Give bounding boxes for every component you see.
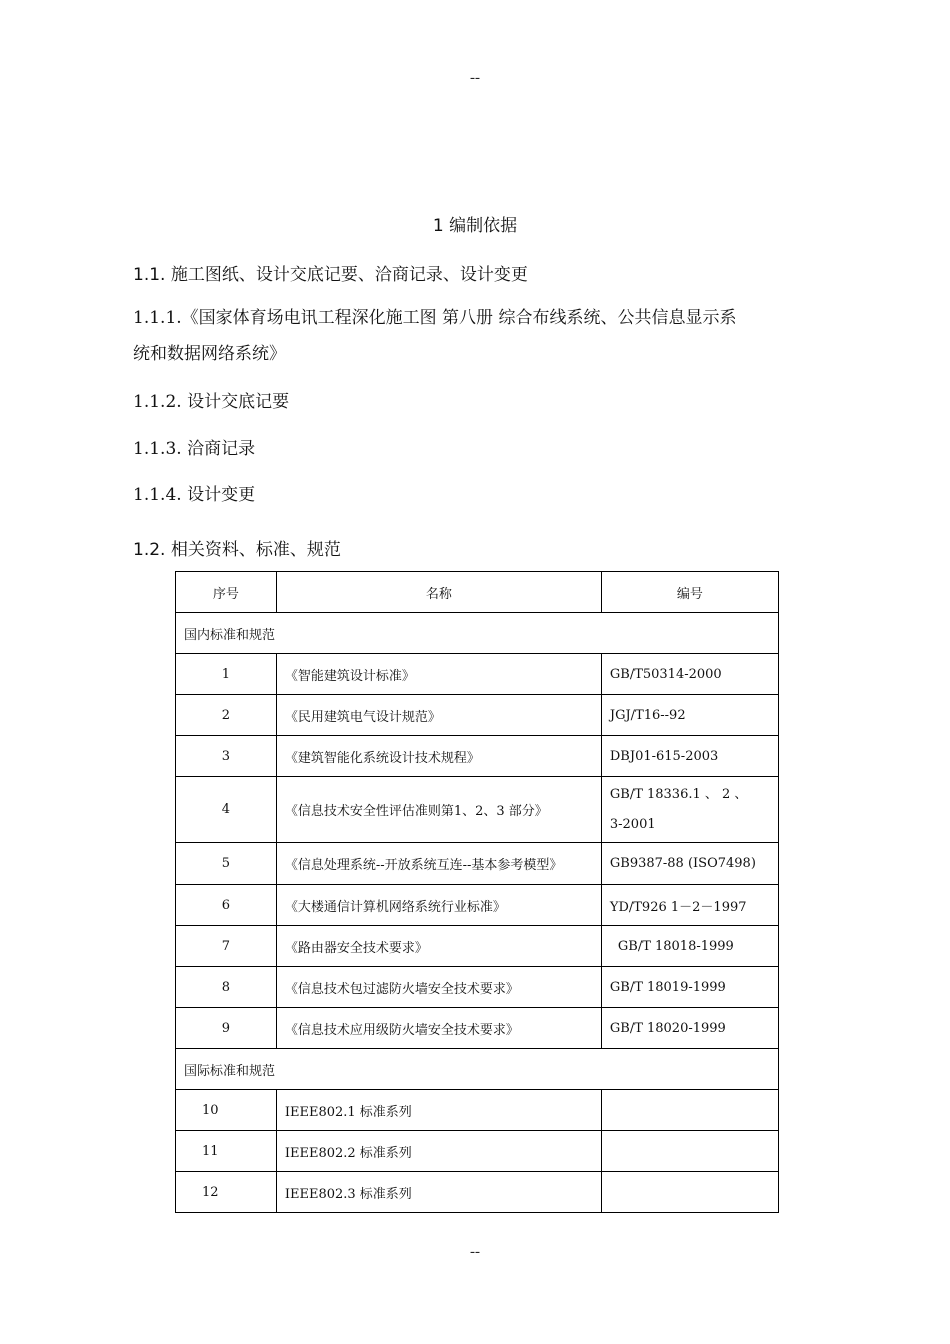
row-name: 《路由器安全技术要求》 (276, 926, 601, 967)
row-name: IEEE802.2 标准系列 (276, 1131, 601, 1172)
row-code (601, 1090, 778, 1131)
table-row (176, 1090, 779, 1131)
domestic-section-row (176, 613, 779, 654)
row-name: 《信息技术安全性评估准则第1、2、3 部分》 (276, 777, 601, 843)
row-code (601, 777, 778, 843)
row-no: 6 (176, 885, 277, 926)
item-1-1-2: 1.1.2. 设计交底记要 (133, 392, 290, 412)
page-header: -- (470, 70, 480, 86)
row-no: 7 (176, 926, 277, 967)
row-code-line2: 3-2001 (609, 816, 656, 832)
row-name: IEEE802.3 标准系列 (276, 1172, 601, 1213)
header-no: 序号 (176, 572, 277, 613)
table-row (176, 967, 779, 1008)
row-no: 10 (176, 1090, 277, 1131)
row-code: YD/T926 1－2－1997 (601, 885, 778, 926)
row-no: 11 (176, 1131, 277, 1172)
section-title: 1 编制依据 (432, 216, 518, 236)
row-no: 4 (176, 777, 277, 843)
row-code: GB/T 18020-1999 (601, 1008, 778, 1049)
row-name: 《信息技术包过滤防火墙安全技术要求》 (276, 967, 601, 1008)
row-code: GB/T 18018-1999 (601, 926, 778, 967)
row-name: 《建筑智能化系统设计技术规程》 (276, 736, 601, 777)
header-name: 名称 (276, 572, 601, 613)
table-row (176, 1172, 779, 1213)
heading-1-2: 1.2. 相关资料、标准、规范 (133, 540, 341, 560)
table-row (176, 654, 779, 695)
row-name: IEEE802.1 标准系列 (276, 1090, 601, 1131)
row-no: 12 (176, 1172, 277, 1213)
item-1-1-3: 1.1.3. 洽商记录 (133, 439, 256, 459)
row-code: GB/T50314-2000 (601, 654, 778, 695)
row-code (601, 1131, 778, 1172)
row-no: 5 (176, 843, 277, 885)
table-row (176, 843, 779, 885)
row-code-line1: GB/T 18336.1 、 2 、 (609, 786, 748, 802)
row-name: 《信息处理系统--开放系统互连--基本参考模型》 (276, 843, 601, 885)
table-row (176, 736, 779, 777)
row-name: 《民用建筑电气设计规范》 (276, 695, 601, 736)
row-no: 9 (176, 1008, 277, 1049)
row-code: GB/T 18019-1999 (601, 967, 778, 1008)
row-no: 3 (176, 736, 277, 777)
table-row (176, 777, 779, 843)
row-code: GB9387-88 (ISO7498) (601, 843, 778, 885)
row-name: 《大楼通信计算机网络系统行业标准》 (276, 885, 601, 926)
intl-section-row (176, 1049, 779, 1090)
row-code: DBJ01-615-2003 (601, 736, 778, 777)
item-1-1-1-cont: 统和数据网络系统》 (133, 344, 286, 364)
table-row (176, 926, 779, 967)
row-code (601, 1172, 778, 1213)
table-row (176, 1008, 779, 1049)
row-name: 《信息技术应用级防火墙安全技术要求》 (276, 1008, 601, 1049)
intl-label: 国际标准和规范 (176, 1049, 779, 1090)
header-code: 编号 (601, 572, 778, 613)
row-name: 《智能建筑设计标准》 (276, 654, 601, 695)
heading-1-1: 1.1. 施工图纸、设计交底记要、洽商记录、设计变更 (133, 265, 528, 285)
domestic-label: 国内标准和规范 (176, 613, 779, 654)
standards-table (175, 571, 779, 1213)
row-no: 1 (176, 654, 277, 695)
item-1-1-4: 1.1.4. 设计变更 (133, 485, 256, 505)
row-no: 2 (176, 695, 277, 736)
page-footer: -- (470, 1244, 480, 1260)
item-1-1-1: 1.1.1.《国家体育场电讯工程深化施工图 第八册 综合布线系统、公共信息显示系 (133, 308, 737, 328)
table-row (176, 695, 779, 736)
table-row (176, 885, 779, 926)
row-code: JGJ/T16--92 (601, 695, 778, 736)
row-no: 8 (176, 967, 277, 1008)
table-row (176, 1131, 779, 1172)
table-header-row (176, 572, 779, 613)
